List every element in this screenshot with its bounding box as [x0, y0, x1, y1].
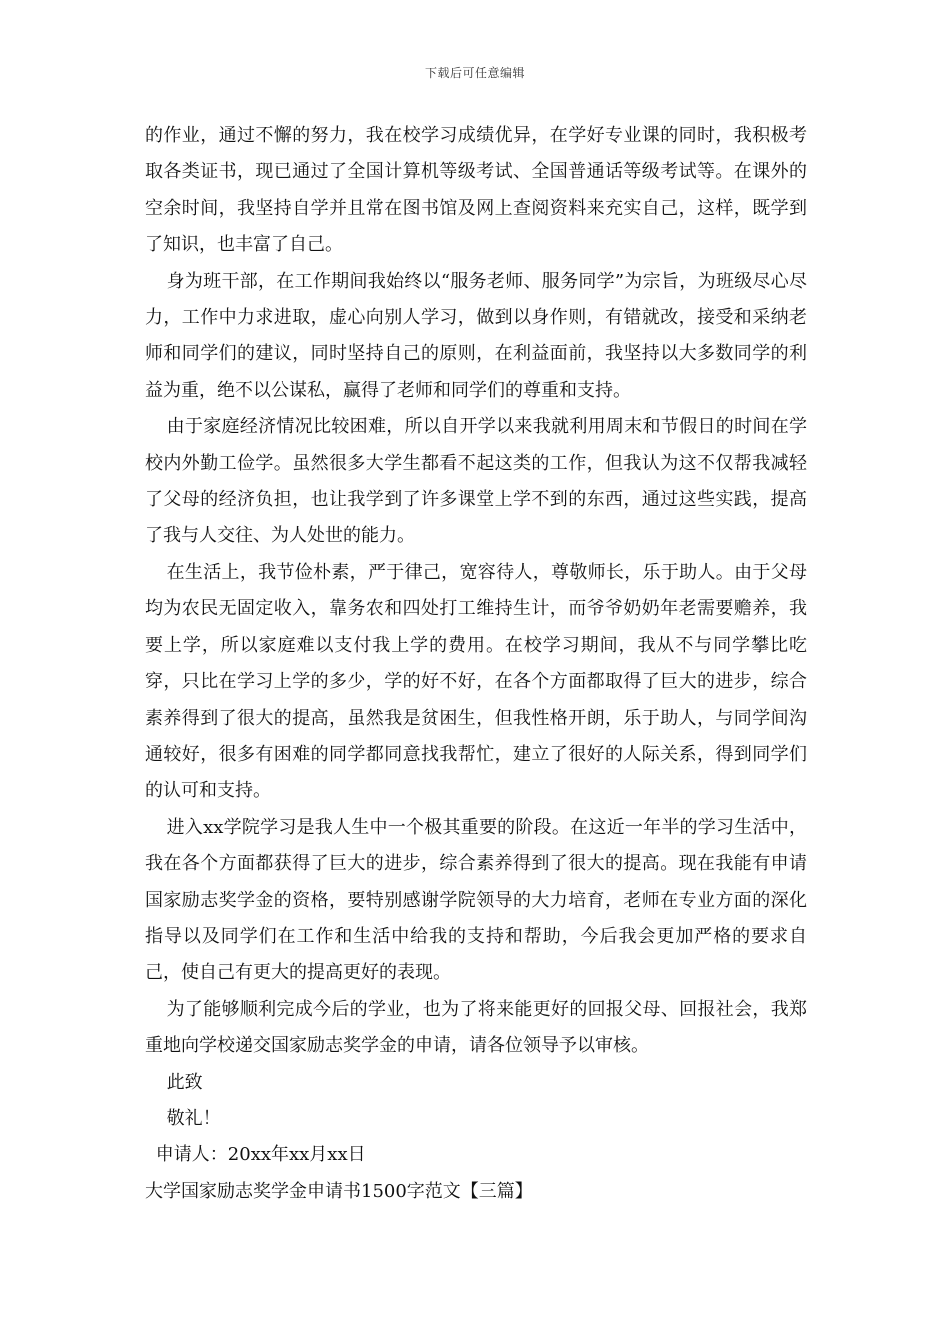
paragraph-life: 在生活上，我节俭朴素，严于律己，宽容待人，尊敬师长，乐于助人。由于父母均为农民无固定收入，靠务农和四处打工维持生计，而爷爷奶奶年老需要赡养，我要上学，所以家庭难以支付我上学的费用。在校学习期间，我从不与同学攀比吃穿，只比在学习上学的多少，学的好不好，在各个方面都取得了巨大的进步，综合素养得到了很大的提高，虽然我是贫困生，但我性格开朗，乐于助人，与同学间沟通较好，很多有困难的同学都同意找我帮忙，建立了很好的人际关系，得到同学们的认可和支持。	[145, 561, 807, 802]
closing-salutation: 此致	[166, 1071, 203, 1093]
paragraph-college: 进入xx学院学习是我人生中一个极其重要的阶段。在这近一年半的学习生活中，我在各个方面都获得了巨大的进步，综合素养得到了很大的提高。现在我能有申请国家励志奖学金的资格，要特别感谢学院领导的大力培育，老师在专业方面的深化指导以及同学们在工作和生活中给我的支持和帮助，今后我会更加严格的要求自己，使自己有更大的提高更好的表现。	[145, 816, 807, 984]
next-document-title: 大学国家励志奖学金申请书1500字范文【三篇】	[145, 1180, 533, 1202]
paragraph-study: 的作业，通过不懈的努力，我在校学习成绩优异，在学好专业课的同时，我积极考取各类证书，现已通过了全国计算机等级考试、全国普通话等级考试等。在课外的空余时间，我坚持自学并且常在图书馆及网上查阅资料来充实自己，这样，既学到了知识，也丰富了自己。	[145, 125, 807, 256]
paragraph-class-cadre: 身为班干部，在工作期间我始终以“服务老师、服务同学”为宗旨，为班级尽心尽力，工作中力求进取，虚心向别人学习，做到以身作则，有错就改，接受和采纳老师和同学们的建议，同时坚持自己的原则，在利益面前，我坚持以大多数同学的利益为重，绝不以公谋私，赢得了老师和同学们的尊重和支持。	[145, 270, 807, 401]
applicant-signature-line: 申请人：20xx年xx月xx日	[155, 1144, 366, 1166]
paragraph-work-study: 由于家庭经济情况比较困难，所以自开学以来我就利用周末和节假日的时间在学校内外勤工俭学。虽然很多大学生都看不起这类的工作，但我认为这不仅帮我减轻了父母的经济负担，也让我学到了许多课堂上学不到的东西，通过这些实践，提高了我与人交往、为人处世的能力。	[145, 416, 807, 547]
document-body	[145, 118, 807, 1210]
closing-regards: 敬礼！	[166, 1107, 221, 1129]
paragraph-request: 为了能够顺利完成今后的学业，也为了将来能更好的回报父母、回报社会，我郑重地向学校递交国家励志奖学金的申请，请各位领导予以审核。	[145, 998, 807, 1057]
page-header: 下载后可任意编辑	[424, 66, 525, 80]
